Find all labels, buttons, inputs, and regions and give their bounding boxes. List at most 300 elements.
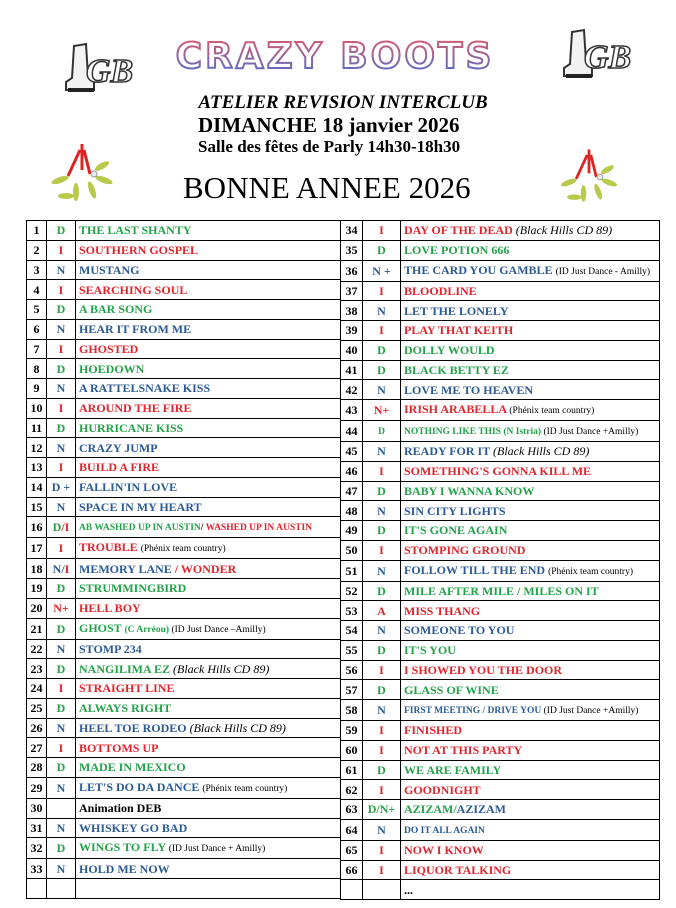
table-row	[27, 838, 341, 859]
dance-title	[76, 300, 341, 320]
dance-level	[47, 538, 76, 559]
table-row	[341, 560, 660, 581]
table-row	[27, 300, 341, 320]
table-row	[27, 319, 341, 339]
text-segment: N	[56, 499, 66, 514]
dance-level	[363, 860, 401, 880]
dance-level	[363, 340, 401, 360]
table-row	[27, 818, 341, 838]
dance-number: 57	[341, 680, 363, 700]
table-row	[341, 860, 660, 880]
table-row	[27, 698, 341, 718]
dance-number: 41	[341, 360, 363, 380]
dance-title	[401, 481, 660, 501]
dance-level	[47, 477, 76, 497]
table-row	[341, 360, 660, 380]
dance-level	[363, 421, 401, 442]
dance-number: 23	[27, 659, 47, 679]
dance-level	[47, 838, 76, 859]
table-row	[27, 679, 341, 699]
table-row	[341, 340, 660, 360]
dance-level	[363, 281, 401, 301]
dance-number	[341, 880, 363, 900]
text-segment: N+	[53, 601, 69, 616]
dance-level	[47, 260, 76, 280]
dance-title	[76, 559, 341, 579]
dance-number: 52	[341, 581, 363, 601]
text-segment: TROUBLE	[79, 540, 141, 555]
dance-number: 7	[27, 339, 47, 359]
table-row	[27, 738, 341, 758]
text-segment: Animation DEB	[79, 801, 162, 816]
text-segment: I SHOWED YOU THE DOOR	[404, 662, 563, 677]
table-row	[27, 477, 341, 497]
table-row	[27, 260, 341, 280]
text-segment: FINISHED	[404, 723, 463, 738]
table-row	[27, 438, 341, 458]
dance-number: 50	[341, 540, 363, 560]
dance-source-note: (ID Just Dance + Amilly)	[168, 844, 266, 855]
text-segment: THE CARD YOU GAMBLE	[404, 262, 556, 277]
dance-number: 18	[27, 559, 47, 579]
dance-number: 22	[27, 639, 47, 659]
dance-title	[401, 740, 660, 760]
text-segment: I	[58, 401, 64, 416]
dance-level	[47, 618, 76, 639]
table-row	[27, 280, 341, 300]
text-segment: D	[56, 661, 66, 676]
text-segment: I	[64, 561, 70, 576]
dance-number: 27	[27, 738, 47, 758]
text-segment: D	[56, 841, 66, 856]
mistletoe-icon-right	[556, 145, 622, 209]
table-row	[341, 281, 660, 301]
dance-number: 19	[27, 579, 47, 599]
table-row	[27, 777, 341, 798]
dance-number: 33	[27, 859, 47, 879]
dance-title	[76, 818, 341, 838]
text-segment: STRUMMINGBIRD	[79, 581, 187, 596]
dance-number: 31	[27, 818, 47, 838]
dance-title	[76, 398, 341, 418]
dance-number: 30	[27, 798, 47, 818]
text-segment: GHOSTED	[79, 341, 139, 356]
text-segment: I	[58, 541, 64, 556]
dance-level	[363, 800, 401, 820]
table-row	[27, 379, 341, 399]
dance-level	[47, 319, 76, 339]
dance-source-note: (ID Just Dance +Amilly)	[543, 427, 639, 437]
dance-number: 45	[341, 442, 363, 462]
text-segment: MADE IN MEXICO	[79, 760, 186, 775]
text-segment: AB WASHED UP IN AUSTIN	[79, 523, 201, 534]
dance-level	[363, 680, 401, 700]
dance-level	[363, 540, 401, 560]
dance-number: 66	[341, 860, 363, 880]
dance-level	[47, 738, 76, 758]
table-row	[27, 458, 341, 478]
text-segment: DAY OF THE DEAD	[404, 223, 516, 238]
dance-title	[401, 680, 660, 700]
text-segment: I	[58, 243, 64, 258]
dance-number: 63	[341, 800, 363, 820]
text-segment: HURRICANE KISS	[79, 420, 184, 435]
dance-title	[401, 780, 660, 800]
text-segment: GHOST	[79, 620, 125, 635]
dance-title	[76, 359, 341, 379]
dance-title	[76, 879, 341, 899]
dance-title	[401, 240, 660, 260]
dance-level	[47, 758, 76, 778]
text-segment: N	[377, 623, 386, 638]
dance-title	[76, 438, 341, 458]
text-segment: N	[377, 382, 386, 397]
table-row	[341, 581, 660, 601]
text-segment: LIQUOR TALKING	[404, 862, 512, 877]
dance-number: 2	[27, 240, 47, 260]
dance-number: 21	[27, 618, 47, 639]
dance-number: 40	[341, 340, 363, 360]
text-segment: DO IT ALL AGAIN	[404, 825, 485, 836]
text-segment: SOMEONE TO YOU	[404, 623, 515, 638]
text-segment: D	[378, 427, 385, 437]
table-row	[27, 538, 341, 559]
dance-level	[47, 559, 76, 579]
svg-text:GB: GB	[86, 53, 134, 90]
table-row	[341, 660, 660, 680]
dance-number: 9	[27, 379, 47, 399]
dance-source-note: (ID Just Dance +Amilly)	[543, 706, 639, 716]
dance-number: 15	[27, 497, 47, 517]
text-segment: N	[56, 861, 66, 876]
text-segment: D	[377, 643, 386, 658]
dance-level	[363, 360, 401, 380]
text-segment: (N Istria)	[503, 427, 544, 437]
lcb-boot-logo-right	[558, 24, 632, 84]
dance-title	[401, 380, 660, 400]
text-segment: SIN CITY LIGHTS	[404, 503, 506, 518]
dance-level	[47, 679, 76, 699]
dance-number: 60	[341, 740, 363, 760]
text-segment: I	[379, 283, 384, 298]
text-segment: FALLIN'IN LOVE	[79, 480, 178, 495]
dance-number: 55	[341, 640, 363, 660]
dance-level	[47, 718, 76, 738]
svg-text:CRAZY BOOTS: CRAZY BOOTS	[175, 36, 495, 77]
text-segment: N	[377, 703, 386, 717]
text-segment: D	[377, 243, 386, 258]
text-segment: D	[52, 520, 62, 535]
dance-title	[401, 640, 660, 660]
table-row	[341, 740, 660, 760]
text-segment: D/N+	[367, 802, 396, 817]
table-row	[341, 240, 660, 260]
dance-level	[363, 660, 401, 680]
table-row	[341, 760, 660, 780]
dance-number: 62	[341, 780, 363, 800]
table-row	[341, 321, 660, 341]
dance-number: 54	[341, 621, 363, 641]
dance-title	[401, 760, 660, 780]
text-segment: BLOODLINE	[404, 283, 477, 298]
dance-level	[47, 517, 76, 538]
text-segment: N	[377, 303, 386, 318]
text-segment: I	[379, 743, 384, 758]
dance-source-note: (Black Hills CD 89)	[493, 444, 590, 459]
text-segment: I	[58, 740, 64, 755]
dance-number: 28	[27, 758, 47, 778]
text-segment: GLASS OF WINE	[404, 682, 499, 697]
text-segment: WASHED UP IN AUSTIN	[205, 523, 312, 534]
text-segment: I	[379, 323, 384, 338]
text-segment: A BAR SONG	[79, 302, 153, 317]
dance-number: 20	[27, 598, 47, 618]
table-row	[27, 618, 341, 639]
text-segment: HELL BOY	[79, 601, 141, 616]
dance-title	[76, 758, 341, 778]
dance-level	[363, 380, 401, 400]
dance-title	[76, 458, 341, 478]
text-segment: HOLD ME NOW	[79, 861, 170, 876]
text-segment: N	[56, 440, 66, 455]
dance-title	[76, 280, 341, 300]
text-segment: I	[379, 843, 384, 858]
table-row	[341, 880, 660, 900]
table-row	[341, 721, 660, 741]
dance-title	[401, 360, 660, 380]
dance-list-right	[340, 220, 660, 900]
dance-level	[363, 601, 401, 621]
dance-level	[363, 481, 401, 501]
lcb-boot-logo-left	[60, 38, 134, 98]
dance-level	[47, 359, 76, 379]
dance-level	[47, 879, 76, 899]
text-segment: WE ARE FAMILY	[404, 762, 502, 777]
dance-number: 6	[27, 319, 47, 339]
text-segment: NOW I KNOW	[404, 843, 484, 858]
dance-title	[401, 860, 660, 880]
text-segment: D	[56, 361, 66, 376]
table-row	[27, 718, 341, 738]
dance-number: 38	[341, 301, 363, 321]
dance-number: 58	[341, 700, 363, 721]
table-row	[27, 598, 341, 618]
text-segment: BOTTOMS UP	[79, 740, 159, 755]
dance-number: 17	[27, 538, 47, 559]
dance-title	[76, 379, 341, 399]
dance-number: 8	[27, 359, 47, 379]
dance-number: 39	[341, 321, 363, 341]
text-segment: D	[377, 583, 386, 598]
table-row	[341, 819, 660, 840]
dance-title	[76, 517, 341, 538]
dance-level	[363, 560, 401, 581]
table-row	[27, 517, 341, 538]
dance-level	[47, 379, 76, 399]
dance-title	[76, 579, 341, 599]
text-segment: FOLLOW TILL THE END	[404, 562, 549, 577]
dance-level	[363, 301, 401, 321]
dance-level	[47, 418, 76, 438]
text-segment: A	[377, 603, 386, 618]
text-segment: STRAIGHT LINE	[79, 681, 175, 696]
dance-title	[401, 301, 660, 321]
table-row	[341, 461, 660, 481]
dance-title	[401, 521, 660, 541]
dance-number: 65	[341, 840, 363, 860]
text-segment: D	[377, 362, 386, 377]
dance-number: 36	[341, 260, 363, 281]
dance-title	[401, 461, 660, 481]
dance-title	[76, 698, 341, 718]
text-segment: D	[56, 223, 66, 238]
text-segment: D	[56, 760, 66, 775]
text-segment: SOUTHERN GOSPEL	[79, 243, 199, 258]
dance-number: 59	[341, 721, 363, 741]
dance-title	[76, 477, 341, 497]
table-row	[341, 540, 660, 560]
text-segment: A RATTELSNAKE KISS	[79, 381, 211, 396]
dance-level	[363, 260, 401, 281]
dance-number: 37	[341, 281, 363, 301]
dance-number: 24	[27, 679, 47, 699]
text-segment: (C Arréou)	[124, 624, 172, 635]
dance-source-note: (Phénix team country)	[548, 566, 634, 577]
dance-level	[47, 639, 76, 659]
text-segment: MILE AFTER MILE / MILES ON IT	[404, 583, 599, 598]
text-segment: FIRST MEETING / DRIVE YOU	[404, 706, 544, 716]
dance-level	[47, 659, 76, 679]
table-row	[27, 240, 341, 260]
dance-title	[401, 601, 660, 621]
text-segment: N/	[52, 561, 65, 576]
dance-source-note: (Phénix team country)	[202, 783, 288, 794]
table-row	[27, 758, 341, 778]
dance-number: 12	[27, 438, 47, 458]
dance-number: 46	[341, 461, 363, 481]
text-segment: STOMP 234	[79, 641, 142, 656]
dance-title	[76, 859, 341, 879]
dance-level	[363, 400, 401, 421]
table-row	[341, 301, 660, 321]
text-segment: D	[56, 302, 66, 317]
dance-title	[76, 221, 341, 241]
dance-number: 3	[27, 260, 47, 280]
text-segment: D	[56, 420, 66, 435]
svg-text:GB: GB	[584, 39, 632, 76]
dance-number: 26	[27, 718, 47, 738]
dance-number: 34	[341, 221, 363, 241]
dance-level	[363, 221, 401, 241]
dance-number: 53	[341, 601, 363, 621]
dance-level	[363, 501, 401, 521]
dance-list-left	[26, 220, 341, 899]
text-segment: D	[377, 343, 386, 358]
text-segment: NOTHING LIKE THIS	[404, 427, 504, 437]
text-segment: D +	[51, 480, 71, 495]
dance-title	[401, 221, 660, 241]
text-segment: I	[379, 543, 384, 558]
dance-title	[76, 598, 341, 618]
dance-title	[401, 540, 660, 560]
dance-title	[401, 721, 660, 741]
text-segment: LOVE POTION 666	[404, 243, 510, 258]
text-segment: N	[56, 720, 66, 735]
text-segment: D	[56, 701, 66, 716]
dance-title	[76, 838, 341, 859]
dance-number: 42	[341, 380, 363, 400]
dance-title	[76, 659, 341, 679]
text-segment: NANGILIMA EZ	[79, 661, 174, 676]
dance-title	[76, 679, 341, 699]
dance-number: 11	[27, 418, 47, 438]
dance-title	[76, 618, 341, 639]
dance-level	[47, 300, 76, 320]
dance-title	[401, 880, 660, 900]
dance-source-note: (Black Hills CD 89)	[189, 720, 286, 735]
dance-level	[363, 740, 401, 760]
text-segment: CRAZY JUMP	[79, 440, 158, 455]
table-row	[27, 579, 341, 599]
dance-level	[363, 780, 401, 800]
dance-level	[363, 321, 401, 341]
dance-level	[363, 521, 401, 541]
event-date: DIMANCHE 18 janvier 2026	[198, 113, 460, 137]
text-segment: N	[377, 503, 386, 518]
table-row	[27, 798, 341, 818]
table-row	[341, 421, 660, 442]
table-row	[341, 260, 660, 281]
text-segment: SEARCHING SOUL	[79, 282, 188, 297]
text-segment: SOMETHING'S GONNA KILL ME	[404, 464, 592, 479]
new-year-heading: BONNE ANNEE 2026	[183, 170, 471, 205]
table-row	[341, 800, 660, 820]
dance-number: 25	[27, 698, 47, 718]
dance-number: 35	[341, 240, 363, 260]
text-segment: D	[56, 621, 66, 636]
dance-title	[76, 798, 341, 818]
dance-title	[76, 777, 341, 798]
table-row	[27, 221, 341, 241]
dance-number: 4	[27, 280, 47, 300]
text-segment: WINGS TO FLY	[79, 840, 169, 855]
text-segment: HEAR IT FROM ME	[79, 322, 192, 337]
dance-title	[401, 660, 660, 680]
table-row	[341, 680, 660, 700]
table-row	[341, 601, 660, 621]
dance-title	[76, 738, 341, 758]
dance-level	[47, 777, 76, 798]
dance-level	[47, 698, 76, 718]
text-segment: I	[58, 341, 64, 356]
dance-level	[363, 840, 401, 860]
dance-number: 10	[27, 398, 47, 418]
dance-level	[47, 398, 76, 418]
text-segment: THE LAST SHANTY	[79, 223, 192, 238]
text-segment: ...	[404, 882, 413, 897]
table-row	[27, 639, 341, 659]
text-segment: PLAY THAT KEITH	[404, 323, 514, 338]
dance-title	[401, 400, 660, 421]
text-segment: N	[56, 381, 66, 396]
text-segment: READY FOR IT	[404, 444, 494, 459]
text-segment: /I	[61, 520, 70, 535]
dance-number: 64	[341, 819, 363, 840]
text-segment: BABY I WANNA KNOW	[404, 483, 535, 498]
text-segment: IRISH ARABELLA	[404, 402, 510, 416]
dance-title	[401, 501, 660, 521]
text-segment: I	[379, 862, 384, 877]
